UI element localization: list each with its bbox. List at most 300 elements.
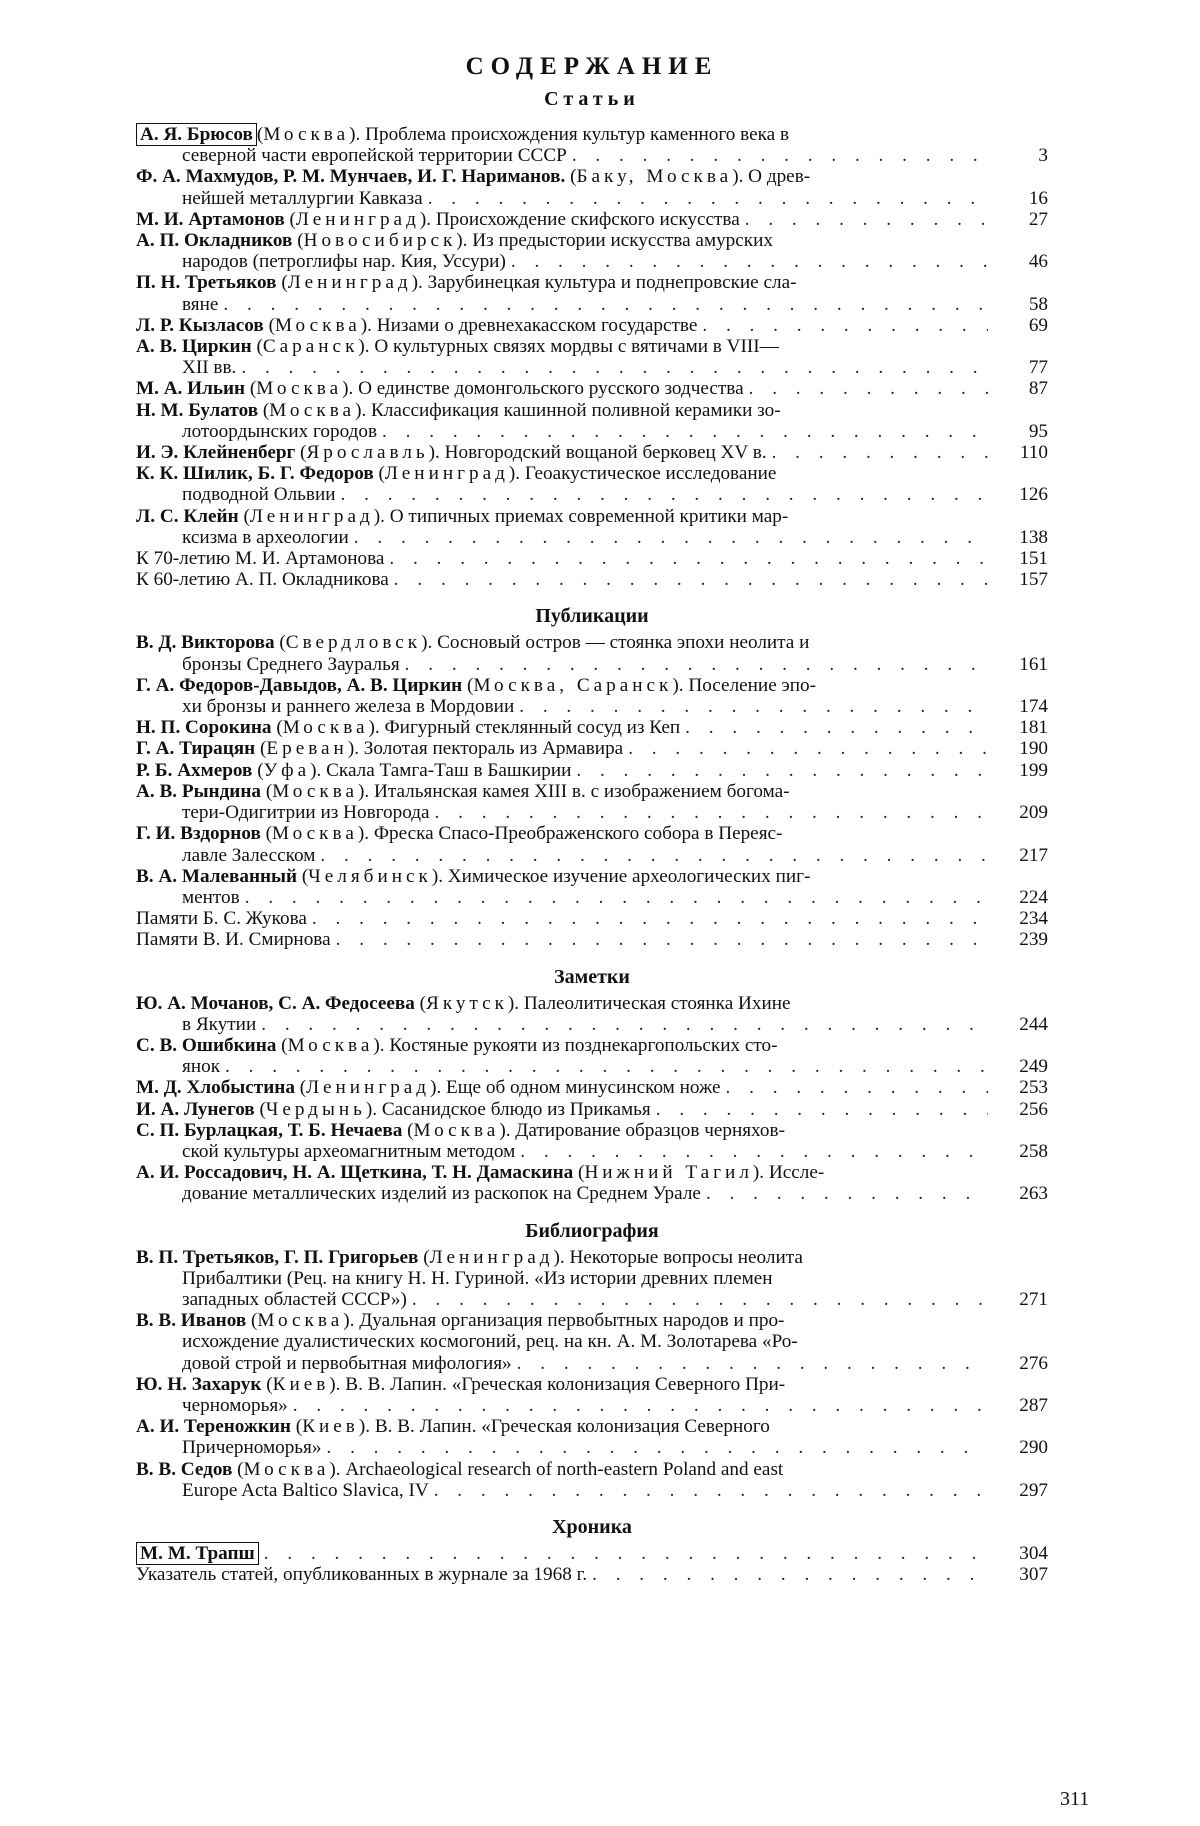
title-text: ( [373, 463, 385, 485]
toc-entry-text [182, 1183, 701, 1204]
dot-leader [245, 887, 988, 908]
toc-entry-text [182, 1331, 798, 1352]
place-name: Москва [243, 1458, 330, 1480]
bibliography-list [136, 1247, 1048, 1501]
place-name: Москва [413, 1119, 500, 1141]
title-text: ментов [182, 886, 240, 908]
title-text: ). Датирование образцов черняхов- [499, 1119, 785, 1141]
title-text: ). Геоакустическое исследование [508, 463, 777, 485]
place-name: Новосибирск [303, 230, 457, 252]
author-name: А. И. Тереножкин [136, 1416, 291, 1438]
page-ref: 151 [1019, 548, 1048, 570]
author-name: А. Я. Брюсов [136, 123, 257, 146]
toc-entry-text [182, 1395, 288, 1416]
toc-entry-text [136, 908, 307, 929]
place-name: Ленинград [384, 463, 509, 485]
author-name: И. А. Лунегов [136, 1098, 255, 1120]
title-text: ( [258, 399, 270, 421]
toc-entry-line [136, 696, 988, 717]
title-text: ). Проблема происхождения культур каменного века в [349, 124, 790, 145]
place-name: Ереван [266, 738, 348, 760]
place-name: Якутск [426, 992, 508, 1014]
toc-entry-line [136, 1183, 988, 1204]
dot-leader [576, 760, 988, 781]
toc-entry-text [136, 929, 331, 950]
dot-leader [685, 717, 988, 738]
place-name: Москва [272, 780, 359, 802]
page-ref: 244 [1019, 1013, 1048, 1035]
page-ref: 3 [1038, 145, 1048, 167]
title-text: янок [182, 1056, 221, 1078]
author-name: Р. Б. Ахмеров [136, 759, 253, 781]
dot-leader [726, 1077, 988, 1098]
author-name: А. В. Рындина [136, 780, 262, 802]
place-name: Нижний Тагил [584, 1162, 753, 1184]
toc-entry-line [136, 823, 988, 844]
author-name: В. В. Иванов [136, 1310, 247, 1332]
title-text: ). Скала Тамга-Таш в Башкирии [310, 759, 572, 781]
title-text: ). В. В. Лапин. «Греческая колонизация Северного [358, 1416, 770, 1438]
dot-leader [336, 929, 988, 950]
author-name: Л. Р. Кызласов [136, 314, 264, 336]
toc-entry [136, 1077, 1048, 1098]
toc-entry-text [136, 209, 740, 230]
page-ref: 199 [1019, 759, 1048, 781]
toc-entry-line [136, 738, 988, 759]
toc-entry-text [136, 336, 779, 357]
toc-entry-text [136, 1374, 785, 1395]
author-name: Г. И. Вздорнов [136, 823, 261, 845]
toc-entry-text [182, 696, 514, 717]
toc-entry-text [136, 378, 744, 399]
toc-entry-text [136, 166, 810, 187]
title-text: Указатель статей, опубликованных в журнале за 1968 г. [136, 1564, 588, 1586]
toc-entry-line [136, 166, 988, 187]
place-name: Ленинград [287, 272, 412, 294]
toc-entry-text [182, 188, 423, 209]
toc-entry [136, 336, 1048, 378]
page-ref: 58 [1028, 293, 1048, 315]
toc-entry-line [136, 124, 988, 145]
toc-entry-line [136, 548, 988, 569]
toc-entry-line [136, 760, 988, 781]
toc-entry [136, 230, 1048, 272]
title-text: ( [246, 1310, 258, 1332]
page-ref: 174 [1019, 696, 1048, 718]
toc-entry [136, 1416, 1048, 1458]
page-ref: 161 [1019, 653, 1048, 675]
dot-leader [264, 1543, 988, 1564]
contents-page [136, 52, 1048, 1585]
toc-entry [136, 315, 1048, 336]
toc-entry [136, 400, 1048, 442]
toc-entry [136, 1099, 1048, 1120]
author-name: Н. П. Сорокина [136, 717, 272, 739]
toc-entry-text [136, 1077, 721, 1098]
title-text: исхождение дуалистических космогоний, рец. на кн. А. М. Золотарева «Ро- [182, 1331, 798, 1353]
page-ref: 263 [1019, 1183, 1048, 1205]
title-text: Прибалтики (Рец. на книгу Н. Н. Гуриной. «Из истории древних племен [182, 1267, 773, 1289]
author-name: С. В. Ошибкина [136, 1034, 277, 1056]
author-name: А. И. Россадович, Н. А. Щеткина, Т. Н. Дамаскина [136, 1162, 574, 1184]
author-name: А. П. Окладников [136, 230, 293, 252]
toc-entry-line [136, 230, 988, 251]
toc-entry-line [136, 442, 988, 463]
chronicle-list [136, 1543, 1048, 1585]
page-number: 311 [1060, 1788, 1090, 1810]
title-text: ). В. В. Лапин. «Греческая колонизация Северного При- [329, 1373, 786, 1395]
toc-entry-line [136, 632, 988, 653]
title-text: ). Фреска Спасо-Преображенского собора в Переяс- [357, 823, 783, 845]
toc-entry-line [136, 251, 988, 272]
title-text: ( [232, 1458, 244, 1480]
place-name: Челябинск [308, 865, 432, 887]
toc-entry-text [136, 760, 571, 781]
toc-entry [136, 632, 1048, 674]
toc-entry-line [136, 929, 988, 950]
toc-entry-line [136, 527, 988, 548]
toc-entry-text [136, 1162, 824, 1183]
toc-entry [136, 378, 1048, 399]
title-text: ( [274, 632, 286, 654]
title-text: ). Золотая пектораль из Армавира [347, 738, 624, 760]
title-text: ( [291, 1416, 303, 1438]
page-ref: 209 [1019, 802, 1048, 824]
place-name: Москва [257, 1310, 344, 1332]
toc-entry-text [182, 654, 400, 675]
place-name: Москва [269, 399, 356, 421]
place-name: Ленинград [249, 505, 374, 527]
title-text: ( [245, 378, 257, 400]
page-title: СОДЕРЖАНИЕ [465, 53, 719, 80]
place-name: Москва, Саранск [473, 674, 673, 696]
title-text: ( [260, 823, 273, 845]
dot-leader [435, 802, 988, 823]
dot-leader [341, 484, 988, 505]
title-text: ( [565, 166, 577, 188]
title-text: Причерноморья» [182, 1437, 322, 1459]
page-ref: 157 [1019, 569, 1048, 591]
title-text: ). О культурных связях мордвы с вятичами в VIII— [358, 336, 779, 358]
page-ref: 126 [1019, 484, 1048, 506]
title-text: ( [261, 780, 273, 802]
toc-entry-line [136, 1353, 988, 1374]
page-ref: 234 [1019, 908, 1048, 930]
title-text: ( [295, 442, 307, 464]
page-ref: 181 [1019, 717, 1048, 739]
toc-entry [136, 548, 1048, 569]
title-text: ). Archaeological research of north-eastern Poland and east [329, 1458, 784, 1480]
page-ref: 138 [1019, 526, 1048, 548]
toc-entry [136, 209, 1048, 230]
dot-leader [592, 1564, 988, 1585]
toc-entry [136, 993, 1048, 1035]
toc-entry-line [136, 675, 988, 696]
toc-entry-line [136, 908, 988, 929]
toc-entry-text [182, 1014, 256, 1035]
dot-leader [261, 1014, 988, 1035]
title-text: ( [462, 674, 474, 696]
page-ref: 307 [1019, 1564, 1048, 1586]
toc-entry-line [136, 717, 988, 738]
dot-leader [656, 1099, 988, 1120]
toc-entry-line [136, 272, 988, 293]
title-text: тери-Одигитрии из Новгорода [182, 802, 430, 824]
toc-entry-line [136, 1289, 988, 1310]
title-text: хи бронзы и раннего железа в Мордовии [182, 696, 515, 718]
place-name: Москва [282, 717, 369, 739]
toc-entry-text [182, 1480, 429, 1501]
toc-entry [136, 1564, 1048, 1585]
dot-leader [241, 357, 988, 378]
toc-entry-text [182, 484, 336, 505]
author-name: Г. А. Федоров-Давыдов, А. В. Циркин [136, 674, 463, 696]
author-name: Ю. А. Мочанов, С. А. Федосеева [136, 992, 415, 1014]
title-text: ( [292, 230, 304, 252]
place-name: Уфа [263, 759, 311, 781]
toc-entry [136, 929, 1048, 950]
toc-entry-line [136, 336, 988, 357]
place-name: Ленинград [306, 1077, 431, 1099]
page-ref: 110 [1019, 442, 1048, 464]
toc-entry-text [182, 357, 236, 378]
toc-entry-line [136, 1162, 988, 1183]
section-title-notes: Заметки [554, 965, 630, 988]
title-text: ). Зарубинецкая культура и поднепровские сла- [411, 272, 797, 294]
dot-leader [394, 569, 988, 590]
title-text: в Якутии [182, 1013, 257, 1035]
page-ref: 258 [1019, 1140, 1048, 1162]
place-name: Москва [263, 124, 350, 145]
place-name: Киев [272, 1373, 330, 1395]
title-text: ( [255, 738, 267, 760]
toc-entry [136, 781, 1048, 823]
title-text: ). Дуальная организация первобытных народов и про- [343, 1310, 785, 1332]
toc-entry-text [136, 866, 810, 887]
toc-entry-text [136, 230, 773, 251]
toc-entry [136, 506, 1048, 548]
toc-entry-text [182, 294, 218, 315]
title-text: народов (петроглифы нар. Кия, Уссури) [182, 251, 506, 273]
title-text: ). О единстве домонгольского русского зодчества [342, 378, 744, 400]
page-ref: 253 [1019, 1077, 1048, 1099]
page-ref: 224 [1019, 886, 1048, 908]
dot-leader [389, 548, 988, 569]
page-ref: 287 [1019, 1394, 1048, 1416]
place-name: Москва [272, 823, 358, 845]
title-text: вяне [182, 293, 219, 315]
page-ref: 297 [1019, 1479, 1048, 1501]
title-text: ). Химическое изучение археологических пиг- [431, 865, 811, 887]
toc-entry-line [136, 188, 988, 209]
toc-entry [136, 442, 1048, 463]
author-name: М. И. Артамонов [136, 208, 285, 230]
toc-entry-text [136, 1564, 587, 1585]
toc-entry-text [182, 1141, 515, 1162]
title-text: ( [418, 1246, 430, 1268]
page-ref: 271 [1019, 1288, 1048, 1310]
page-ref: 304 [1019, 1542, 1048, 1564]
dot-leader [745, 209, 988, 230]
toc-entry-line [136, 315, 988, 336]
dot-leader [326, 1437, 988, 1458]
author-name: В. В. Седов [136, 1458, 233, 1480]
section-title-chronicle: Хроника [552, 1515, 632, 1538]
place-name: Москва [256, 378, 343, 400]
toc-entry-text [136, 315, 697, 336]
toc-entry [136, 717, 1048, 738]
place-name: Москва [287, 1034, 374, 1056]
dot-leader [520, 1141, 988, 1162]
toc-entry-line [136, 1416, 988, 1437]
title-text: ( [402, 1119, 414, 1141]
toc-entry-line [136, 484, 988, 505]
dot-leader [312, 908, 988, 929]
toc-entry-text [136, 548, 384, 569]
title-text: XII вв. [182, 357, 237, 379]
toc-entry-text [136, 272, 797, 293]
toc-entry [136, 569, 1048, 590]
section-title-bibliography: Библиография [525, 1219, 659, 1242]
title-text: ). Новгородский вощаной берковец XV в. [428, 442, 767, 464]
toc-entry-text [136, 1247, 803, 1268]
author-name: Ф. А. Махмудов, Р. М. Мунчаев, И. Г. Нариманов. [136, 166, 566, 188]
title-text: ). Из предыстории искусства амурских [456, 230, 773, 252]
toc-entry-text [136, 569, 389, 590]
title-text: ). О древ- [732, 166, 811, 188]
toc-entry-text [182, 845, 315, 866]
title-text: К 60-летию А. П. Окладникова [136, 569, 389, 591]
dot-leader [511, 251, 988, 272]
title-text: ). Палеолитическая стоянка Ихине [507, 992, 791, 1014]
title-text: Памяти Б. С. Жукова [136, 908, 307, 930]
toc-entry-line [136, 781, 988, 802]
page-ref: 87 [1028, 378, 1048, 400]
toc-entry-text [136, 781, 790, 802]
title-text: ( [254, 1098, 266, 1120]
toc-entry-line [136, 1564, 988, 1585]
toc-entry [136, 1459, 1048, 1501]
toc-entry-text [182, 251, 506, 272]
place-name: Чердынь [265, 1098, 366, 1120]
title-text: ). Классификация кашинной поливной керамики зо- [355, 399, 781, 421]
title-text: ( [261, 1373, 273, 1395]
toc-entry [136, 760, 1048, 781]
title-text: Памяти В. И. Смирнова [136, 929, 331, 951]
toc-entry [136, 866, 1048, 908]
author-name: В. Д. Викторова [136, 632, 275, 654]
toc-entry-line [136, 1014, 988, 1035]
toc-entry-line [136, 1120, 988, 1141]
title-text: ( [276, 272, 288, 294]
page-ref: 46 [1028, 251, 1048, 273]
title-text: ). Происхождение скифского искусства [419, 208, 740, 230]
dot-leader [572, 145, 988, 166]
toc-entry-line [136, 421, 988, 442]
toc-entry-line [136, 506, 988, 527]
toc-entry [136, 1310, 1048, 1374]
toc-entry-line [136, 378, 988, 399]
toc-entry-text [136, 675, 816, 696]
toc-entry-text [136, 1459, 783, 1480]
toc-entry-text [182, 1056, 220, 1077]
toc-entry-text [182, 1289, 407, 1310]
title-text: ). О типичных приемах современной критики мар- [373, 505, 789, 527]
toc-entry-line [136, 145, 988, 166]
page-ref: 69 [1028, 314, 1048, 336]
toc-entry-line [136, 294, 988, 315]
publications-list [136, 632, 1048, 950]
articles-list [136, 124, 1048, 590]
toc-entry-text [136, 1035, 778, 1056]
title-text: ). Поселение эпо- [672, 674, 816, 696]
toc-entry-line [136, 802, 988, 823]
toc-entry-text [136, 632, 809, 653]
dot-leader [223, 294, 988, 315]
toc-entry-line [136, 400, 988, 421]
toc-entry-text [136, 400, 781, 421]
title-text: ( [297, 865, 309, 887]
toc-entry-line [136, 1056, 988, 1077]
title-text: ( [271, 717, 283, 739]
dot-leader [706, 1183, 988, 1204]
toc-entry-text [136, 1543, 259, 1564]
place-name: Ленинград [295, 208, 420, 230]
toc-entry-line [136, 1247, 988, 1268]
author-name: Л. С. Клейн [136, 505, 239, 527]
title-text: ). Иссле- [752, 1162, 825, 1184]
dot-leader [702, 315, 988, 336]
place-name: Киев [302, 1416, 359, 1438]
author-name: П. Н. Третьяков [136, 272, 277, 294]
title-text: подводной Ольвии [182, 484, 336, 506]
title-text: ( [251, 336, 263, 358]
dot-leader [772, 442, 988, 463]
title-text: ). Итальянская камея XIII в. с изображением богома- [358, 780, 790, 802]
dot-leader [225, 1056, 988, 1077]
toc-entry-text [136, 1310, 784, 1331]
toc-entry [136, 166, 1048, 208]
toc-entry-text [182, 887, 240, 908]
author-name: М. Д. Хлобыстина [136, 1077, 295, 1099]
title-text: ( [256, 124, 264, 145]
toc-entry-line [136, 1459, 988, 1480]
title-text: ( [414, 992, 427, 1014]
dot-leader [434, 1480, 988, 1501]
toc-entry-text [136, 1120, 785, 1141]
title-text: черноморья» [182, 1394, 288, 1416]
toc-entry [136, 738, 1048, 759]
title-text: ( [263, 314, 275, 336]
toc-entry [136, 1543, 1048, 1564]
dot-leader [428, 188, 988, 209]
toc-entry-text [136, 738, 623, 759]
title-text: Europe Acta Baltico Slavica, IV [182, 1479, 429, 1501]
title-text: ). Сосновый остров — стоянка эпохи неолита и [421, 632, 810, 654]
dot-leader [412, 1289, 988, 1310]
toc-entry-line [136, 1395, 988, 1416]
dot-leader [519, 696, 988, 717]
section-title-publications: Публикации [535, 605, 649, 628]
toc-entry-text [136, 442, 767, 463]
toc-entry-text [182, 421, 377, 442]
toc-entry-line [136, 1310, 988, 1331]
dot-leader [405, 654, 988, 675]
author-name: К. К. Шилик, Б. Г. Федоров [136, 463, 374, 485]
toc-entry [136, 1120, 1048, 1162]
toc-entry-text [136, 717, 680, 738]
title-text: лотоордынских городов [182, 420, 378, 442]
